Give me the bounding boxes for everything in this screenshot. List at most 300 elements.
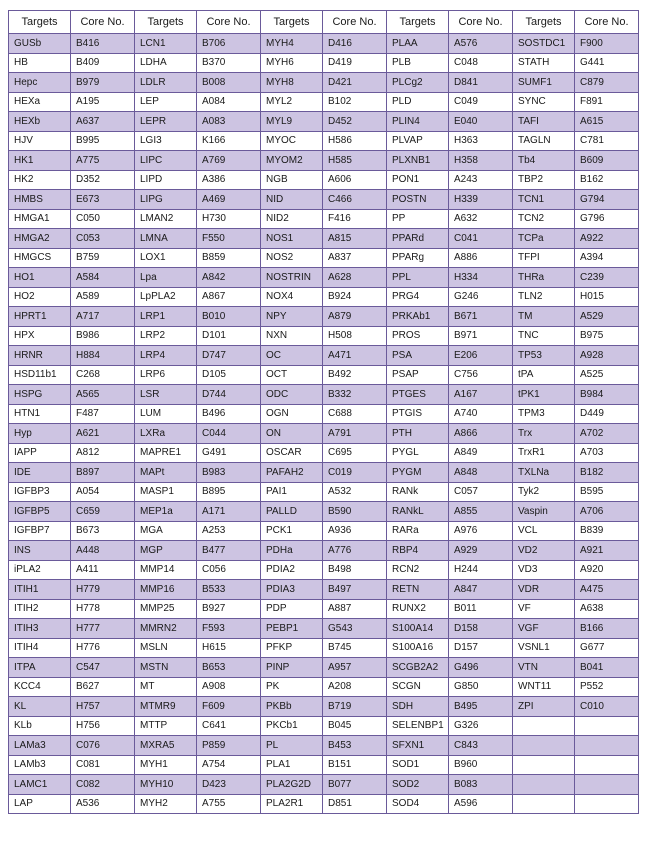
core-no-cell: H358	[449, 151, 513, 171]
table-row	[9, 638, 639, 658]
target-cell: HEXb	[9, 112, 71, 132]
target-cell: MYH10	[135, 775, 197, 795]
core-no-cell: C641	[197, 716, 261, 736]
core-no-cell: C659	[71, 502, 135, 522]
core-no-cell: A475	[575, 580, 639, 600]
core-no-cell: C239	[575, 268, 639, 288]
table-row	[9, 112, 639, 132]
core-no-cell: B496	[197, 404, 261, 424]
target-cell: HK1	[9, 151, 71, 171]
core-no-cell: A879	[323, 307, 387, 327]
table-row	[9, 677, 639, 697]
target-cell: NID2	[261, 209, 323, 229]
target-cell: TAGLN	[513, 131, 575, 151]
target-cell: PTGES	[387, 385, 449, 405]
header-core-no: Core No.	[197, 11, 261, 34]
core-no-cell: E206	[449, 346, 513, 366]
core-no-cell: A584	[71, 268, 135, 288]
target-cell: LRP1	[135, 307, 197, 327]
header-core-no: Core No.	[323, 11, 387, 34]
table-row	[9, 92, 639, 112]
core-no-cell: A195	[71, 92, 135, 112]
target-cell: NOX4	[261, 287, 323, 307]
target-cell: POSTN	[387, 190, 449, 210]
target-cell: HMGA2	[9, 229, 71, 249]
target-cell: RETN	[387, 580, 449, 600]
target-cell: LSR	[135, 385, 197, 405]
core-no-cell: B162	[575, 170, 639, 190]
core-no-cell: A565	[71, 385, 135, 405]
target-cell: ITIH1	[9, 580, 71, 600]
table-container	[8, 10, 639, 814]
core-no-cell: B983	[197, 463, 261, 483]
target-cell: MYL9	[261, 112, 323, 132]
target-cell: LIPG	[135, 190, 197, 210]
target-cell: PPARd	[387, 229, 449, 249]
table-row	[9, 794, 639, 814]
core-no-cell: B182	[575, 463, 639, 483]
core-no-cell: H363	[449, 131, 513, 151]
target-cell: PLCg2	[387, 73, 449, 93]
core-no-cell: A638	[575, 599, 639, 619]
target-cell: iPLA2	[9, 560, 71, 580]
target-cell: LMAN2	[135, 209, 197, 229]
target-cell: MYH8	[261, 73, 323, 93]
target-cell: TCN2	[513, 209, 575, 229]
core-no-cell: A849	[449, 443, 513, 463]
target-cell: VD3	[513, 560, 575, 580]
core-no-cell: A243	[449, 170, 513, 190]
table-row	[9, 268, 639, 288]
core-no-cell: A848	[449, 463, 513, 483]
core-no-cell: B984	[575, 385, 639, 405]
target-cell: PYGL	[387, 443, 449, 463]
core-no-cell: G496	[449, 658, 513, 678]
core-no-cell: A815	[323, 229, 387, 249]
target-cell: MYL2	[261, 92, 323, 112]
core-no-cell: H730	[197, 209, 261, 229]
core-no-cell: C268	[71, 365, 135, 385]
core-no-cell: C781	[575, 131, 639, 151]
target-cell: MSTN	[135, 658, 197, 678]
core-no-cell: A976	[449, 521, 513, 541]
target-cell: PDIA3	[261, 580, 323, 600]
target-cell: ITIH3	[9, 619, 71, 639]
target-cell: PROS	[387, 326, 449, 346]
target-cell: LGI3	[135, 131, 197, 151]
table-row	[9, 619, 639, 639]
target-cell: MMP25	[135, 599, 197, 619]
target-cell: PKCb1	[261, 716, 323, 736]
target-cell: PLVAP	[387, 131, 449, 151]
core-no-cell: C057	[449, 482, 513, 502]
target-cell: SCGB2A2	[387, 658, 449, 678]
target-cell: MYH4	[261, 34, 323, 54]
core-no-cell: G326	[449, 716, 513, 736]
header-targets: Targets	[387, 11, 449, 34]
core-no-cell: B839	[575, 521, 639, 541]
target-cell: OGN	[261, 404, 323, 424]
target-cell: IGFBP7	[9, 521, 71, 541]
core-no-cell: D421	[323, 73, 387, 93]
target-cell: PCK1	[261, 521, 323, 541]
core-no-cell: B671	[449, 307, 513, 327]
target-cell: TAFI	[513, 112, 575, 132]
target-cell: Vaspin	[513, 502, 575, 522]
target-cell: S100A16	[387, 638, 449, 658]
core-no-cell: A769	[197, 151, 261, 171]
target-cell: PPL	[387, 268, 449, 288]
core-no-cell: B759	[71, 248, 135, 268]
target-cell: LRP6	[135, 365, 197, 385]
core-no-cell: B492	[323, 365, 387, 385]
core-no-cell: A776	[323, 541, 387, 561]
core-no-cell: B595	[575, 482, 639, 502]
target-cell: VF	[513, 599, 575, 619]
core-no-cell: B151	[323, 755, 387, 775]
target-cell: PALLD	[261, 502, 323, 522]
core-no-cell: A469	[197, 190, 261, 210]
target-cell: VGF	[513, 619, 575, 639]
core-no-cell: C076	[71, 736, 135, 756]
core-no-cell: B745	[323, 638, 387, 658]
target-cell: LpPLA2	[135, 287, 197, 307]
header-core-no: Core No.	[449, 11, 513, 34]
target-cell: LEP	[135, 92, 197, 112]
target-cell: NOS1	[261, 229, 323, 249]
target-cell: ITIH4	[9, 638, 71, 658]
core-no-cell: B495	[449, 697, 513, 717]
target-cell: MSLN	[135, 638, 197, 658]
core-no-cell: A703	[575, 443, 639, 463]
target-cell: Hyp	[9, 424, 71, 444]
target-cell: MMP14	[135, 560, 197, 580]
core-no-cell: D747	[197, 346, 261, 366]
core-no-cell: A847	[449, 580, 513, 600]
core-no-cell: D423	[197, 775, 261, 795]
target-cell: VCL	[513, 521, 575, 541]
target-cell: RANkL	[387, 502, 449, 522]
core-no-cell: B497	[323, 580, 387, 600]
target-cell: SOD2	[387, 775, 449, 795]
target-cell: RARa	[387, 521, 449, 541]
target-cell: TCPa	[513, 229, 575, 249]
core-no-cell: A922	[575, 229, 639, 249]
target-cell: ITPA	[9, 658, 71, 678]
target-cell: TNC	[513, 326, 575, 346]
core-no-cell: A936	[323, 521, 387, 541]
target-cell: PDIA2	[261, 560, 323, 580]
target-cell: PKBb	[261, 697, 323, 717]
target-cell: TM	[513, 307, 575, 327]
core-no-cell: A054	[71, 482, 135, 502]
table-row	[9, 482, 639, 502]
core-no-cell: H779	[71, 580, 135, 600]
core-no-cell: B166	[575, 619, 639, 639]
target-cell: TPM3	[513, 404, 575, 424]
core-no-cell: A171	[197, 502, 261, 522]
core-no-cell: B706	[197, 34, 261, 54]
core-no-cell: C041	[449, 229, 513, 249]
core-no-cell: C547	[71, 658, 135, 678]
target-cell: MTMR9	[135, 697, 197, 717]
header-targets: Targets	[513, 11, 575, 34]
core-no-cell: B498	[323, 560, 387, 580]
core-no-cell: A576	[449, 34, 513, 54]
core-no-cell: D841	[449, 73, 513, 93]
core-no-cell: C044	[197, 424, 261, 444]
core-no-cell: B409	[71, 53, 135, 73]
core-no-cell: A755	[197, 794, 261, 814]
table-row	[9, 248, 639, 268]
target-cell: SDH	[387, 697, 449, 717]
target-cell: PAI1	[261, 482, 323, 502]
target-cell	[513, 794, 575, 814]
core-no-cell: G794	[575, 190, 639, 210]
core-no-cell: D157	[449, 638, 513, 658]
core-no-cell: A386	[197, 170, 261, 190]
core-no-cell: D449	[575, 404, 639, 424]
core-no-cell: C082	[71, 775, 135, 795]
target-cell: LDLR	[135, 73, 197, 93]
header-targets: Targets	[9, 11, 71, 34]
table-row	[9, 658, 639, 678]
target-cell: LRP2	[135, 326, 197, 346]
target-cell: SCGN	[387, 677, 449, 697]
core-no-cell: C688	[323, 404, 387, 424]
target-cell: MGA	[135, 521, 197, 541]
core-no-cell: G246	[449, 287, 513, 307]
core-no-cell: B041	[575, 658, 639, 678]
core-no-cell: B627	[71, 677, 135, 697]
table-row	[9, 151, 639, 171]
target-cell: VDR	[513, 580, 575, 600]
target-cell: PTGIS	[387, 404, 449, 424]
target-cell: TP53	[513, 346, 575, 366]
target-cell: THRa	[513, 268, 575, 288]
target-cell: OSCAR	[261, 443, 323, 463]
core-no-cell: D158	[449, 619, 513, 639]
table-row	[9, 404, 639, 424]
core-no-cell: A632	[449, 209, 513, 229]
core-no-cell: C048	[449, 53, 513, 73]
core-no-cell: E673	[71, 190, 135, 210]
core-no-cell: H777	[71, 619, 135, 639]
core-no-cell: A589	[71, 287, 135, 307]
target-cell: HRNR	[9, 346, 71, 366]
target-cell: HSD11b1	[9, 365, 71, 385]
target-cell: LCN1	[135, 34, 197, 54]
core-no-cell: A411	[71, 560, 135, 580]
target-cell: PLIN4	[387, 112, 449, 132]
core-no-cell: H615	[197, 638, 261, 658]
core-no-cell: B897	[71, 463, 135, 483]
header-core-no: Core No.	[71, 11, 135, 34]
core-no-cell: B719	[323, 697, 387, 717]
table-row	[9, 346, 639, 366]
target-cell: PLD	[387, 92, 449, 112]
table-row	[9, 775, 639, 795]
core-no-cell: A394	[575, 248, 639, 268]
table-row	[9, 53, 639, 73]
core-no-cell: E040	[449, 112, 513, 132]
targets-table	[8, 10, 639, 814]
target-cell: IGFBP3	[9, 482, 71, 502]
core-no-cell: C466	[323, 190, 387, 210]
target-cell: MYH1	[135, 755, 197, 775]
core-no-cell: A471	[323, 346, 387, 366]
core-no-cell: B971	[449, 326, 513, 346]
core-no-cell: C879	[575, 73, 639, 93]
table-row	[9, 521, 639, 541]
target-cell: GUSb	[9, 34, 71, 54]
core-no-cell: A928	[575, 346, 639, 366]
core-no-cell: F891	[575, 92, 639, 112]
target-cell: INS	[9, 541, 71, 561]
target-cell: NID	[261, 190, 323, 210]
core-no-cell: H508	[323, 326, 387, 346]
target-cell: RANk	[387, 482, 449, 502]
table-row	[9, 131, 639, 151]
target-cell: MAPt	[135, 463, 197, 483]
core-no-cell: A083	[197, 112, 261, 132]
table-row	[9, 560, 639, 580]
core-no-cell: D352	[71, 170, 135, 190]
target-cell: RUNX2	[387, 599, 449, 619]
core-no-cell: B477	[197, 541, 261, 561]
target-cell: IDE	[9, 463, 71, 483]
core-no-cell: C049	[449, 92, 513, 112]
core-no-cell: F593	[197, 619, 261, 639]
core-no-cell: A842	[197, 268, 261, 288]
core-no-cell: H244	[449, 560, 513, 580]
target-cell: TCN1	[513, 190, 575, 210]
target-cell: NOS2	[261, 248, 323, 268]
core-no-cell: A615	[575, 112, 639, 132]
core-no-cell: D101	[197, 326, 261, 346]
table-row	[9, 716, 639, 736]
core-no-cell: F416	[323, 209, 387, 229]
core-no-cell: D105	[197, 365, 261, 385]
core-no-cell: B332	[323, 385, 387, 405]
table-row	[9, 541, 639, 561]
target-cell: MTTP	[135, 716, 197, 736]
core-no-cell: K166	[197, 131, 261, 151]
target-cell: ZPI	[513, 697, 575, 717]
target-cell: ITIH2	[9, 599, 71, 619]
core-no-cell: B011	[449, 599, 513, 619]
core-no-cell: A596	[449, 794, 513, 814]
core-no-cell: C010	[575, 697, 639, 717]
core-no-cell: A706	[575, 502, 639, 522]
target-cell: Trx	[513, 424, 575, 444]
core-no-cell: C050	[71, 209, 135, 229]
target-cell: NPY	[261, 307, 323, 327]
table-row	[9, 209, 639, 229]
core-no-cell: A525	[575, 365, 639, 385]
target-cell: tPK1	[513, 385, 575, 405]
core-no-cell: D419	[323, 53, 387, 73]
core-no-cell: B590	[323, 502, 387, 522]
core-no-cell: D851	[323, 794, 387, 814]
core-no-cell: F487	[71, 404, 135, 424]
target-cell: PFKP	[261, 638, 323, 658]
core-no-cell: A886	[449, 248, 513, 268]
core-no-cell: A717	[71, 307, 135, 327]
core-no-cell: A908	[197, 677, 261, 697]
target-cell: HJV	[9, 131, 71, 151]
core-no-cell: G543	[323, 619, 387, 639]
target-cell: PSAP	[387, 365, 449, 385]
table-row	[9, 736, 639, 756]
table-row	[9, 307, 639, 327]
target-cell: HTN1	[9, 404, 71, 424]
core-no-cell: H334	[449, 268, 513, 288]
target-cell: PEBP1	[261, 619, 323, 639]
core-no-cell: B083	[449, 775, 513, 795]
core-no-cell: A855	[449, 502, 513, 522]
target-cell: Tb4	[513, 151, 575, 171]
table-row	[9, 326, 639, 346]
header-row	[9, 11, 639, 34]
core-no-cell: P859	[197, 736, 261, 756]
core-no-cell: B453	[323, 736, 387, 756]
table-row	[9, 287, 639, 307]
table-row	[9, 190, 639, 210]
header-core-no: Core No.	[575, 11, 639, 34]
core-no-cell: C056	[197, 560, 261, 580]
target-cell: WNT11	[513, 677, 575, 697]
target-cell: MYH6	[261, 53, 323, 73]
table-row	[9, 424, 639, 444]
core-no-cell	[575, 794, 639, 814]
core-no-cell: B008	[197, 73, 261, 93]
core-no-cell: B979	[71, 73, 135, 93]
target-cell: PON1	[387, 170, 449, 190]
target-cell: PLXNB1	[387, 151, 449, 171]
table-row	[9, 365, 639, 385]
core-no-cell: C756	[449, 365, 513, 385]
target-cell: PAFAH2	[261, 463, 323, 483]
target-cell: LOX1	[135, 248, 197, 268]
target-cell: Hepc	[9, 73, 71, 93]
target-cell: HK2	[9, 170, 71, 190]
core-no-cell: B045	[323, 716, 387, 736]
target-cell	[513, 736, 575, 756]
target-cell: PK	[261, 677, 323, 697]
target-cell: RBP4	[387, 541, 449, 561]
core-no-cell: H884	[71, 346, 135, 366]
core-no-cell: A791	[323, 424, 387, 444]
target-cell: STATH	[513, 53, 575, 73]
target-cell: LEPR	[135, 112, 197, 132]
core-no-cell: A921	[575, 541, 639, 561]
target-cell: TXLNa	[513, 463, 575, 483]
target-cell: OC	[261, 346, 323, 366]
target-cell: SELENBP1	[387, 716, 449, 736]
target-cell: NXN	[261, 326, 323, 346]
target-cell: MASP1	[135, 482, 197, 502]
core-no-cell: P552	[575, 677, 639, 697]
target-cell: NGB	[261, 170, 323, 190]
core-no-cell: D416	[323, 34, 387, 54]
target-cell: VTN	[513, 658, 575, 678]
target-cell	[513, 775, 575, 795]
core-no-cell: A628	[323, 268, 387, 288]
core-no-cell: B975	[575, 326, 639, 346]
table-row	[9, 73, 639, 93]
core-no-cell: A084	[197, 92, 261, 112]
